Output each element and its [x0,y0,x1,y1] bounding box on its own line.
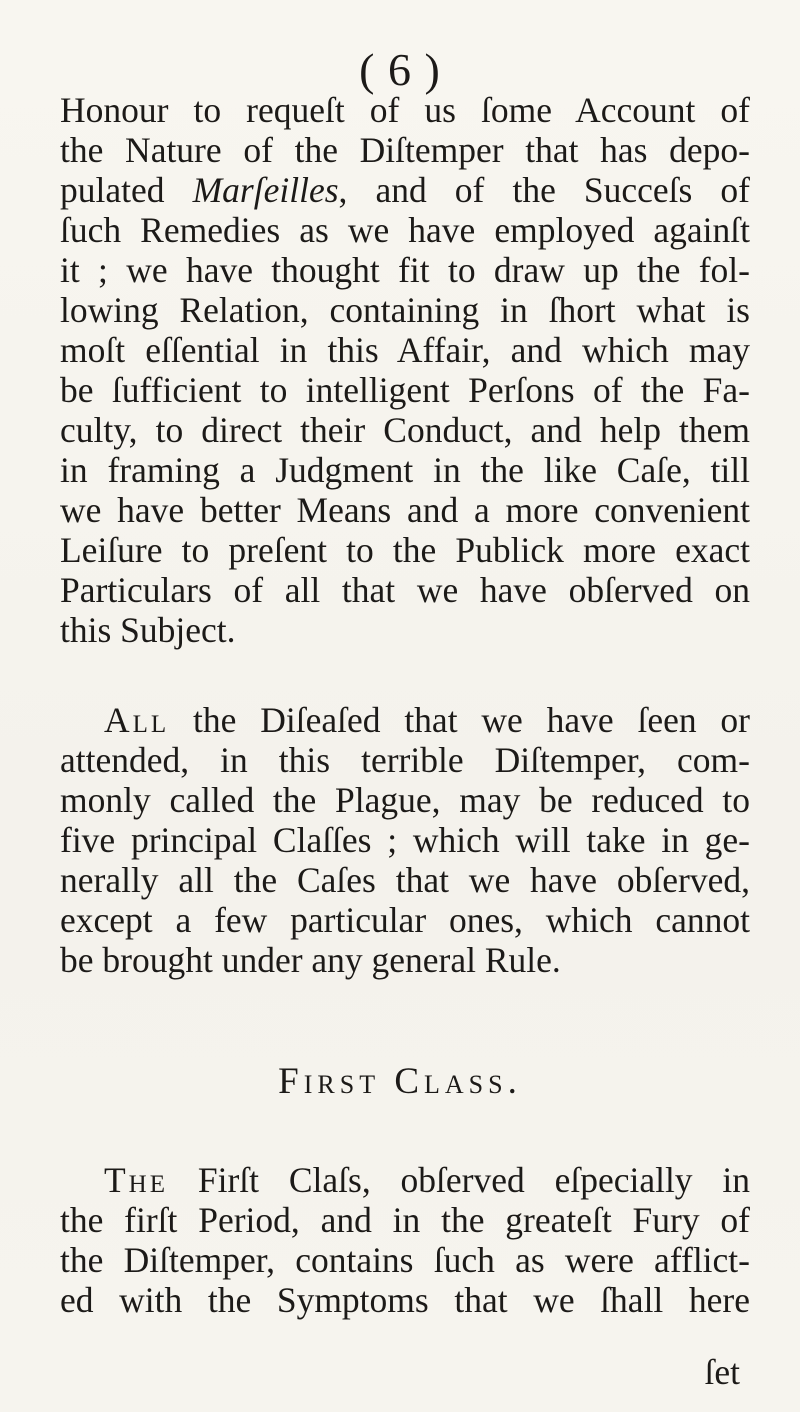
text-line: in framing a Judgment in the like Caſe, till [60,450,750,490]
text-line: ſuch Remedies as we have employed againſt [60,210,750,250]
text-line: Particulars of all that we have obſerved on [60,570,750,610]
text-fragment: Firſt Claſs, obſerved eſpecially in [197,1160,751,1200]
section-heading: First Class. [278,1061,522,1102]
text-line: Leiſure to preſent to the Publick more exact [60,530,750,570]
small-caps-lead: The [104,1160,169,1200]
text-line-with-lead [60,700,750,740]
text-fragment: , and of the Succeſs of [338,170,751,210]
text-line: the Nature of the Diſtemper that has depo- [60,130,750,170]
text-line: Honour to requeſt of us ſome Account of [60,90,750,130]
text-line: except a few particular ones, which cannot [60,900,750,940]
text-line: this Subject. [60,610,236,650]
paragraph-first-class [60,1160,750,1320]
small-caps-lead: All [104,700,170,740]
place-name-italic: Marſeilles [192,170,339,210]
text-line-with-place-name [60,170,750,210]
text-line: be ſufficient to intelligent Perſons of the Fa- [60,370,750,410]
text-line: the firſt Period, and in the greateſt Fury of [60,1200,750,1240]
text-line: lowing Relation, containing in ſhort what is [60,290,750,330]
paragraph-intro [60,90,750,650]
text-line: be brought under any general Rule. [60,940,561,980]
text-line: it ; we have thought fit to draw up the fol- [60,250,750,290]
text-line: culty, to direct their Conduct, and help them [60,410,750,450]
text-fragment: pulated [60,170,165,210]
text-line: the Diſtemper, contains ſuch as were afflict- [60,1240,750,1280]
text-line: monly called the Plague, may be reduced to [60,780,750,820]
text-line: nerally all the Caſes that we have obſerved, [60,860,750,900]
text-fragment: the Diſeaſed that we have ſeen or [193,700,751,740]
page-number: ( 6 ) [359,44,441,95]
catchword: ſet [704,1352,740,1392]
text-line: ed with the Symptoms that we ſhall here [60,1280,750,1320]
text-line: we have better Means and a more convenient [60,490,750,530]
text-line: five principal Claſſes ; which will take in ge- [60,820,750,860]
text-line: attended, in this terrible Diſtemper, com- [60,740,750,780]
paragraph-classes [60,700,750,980]
text-line-with-lead [60,1160,750,1200]
text-line: moſt eſſential in this Affair, and which may [60,330,750,370]
